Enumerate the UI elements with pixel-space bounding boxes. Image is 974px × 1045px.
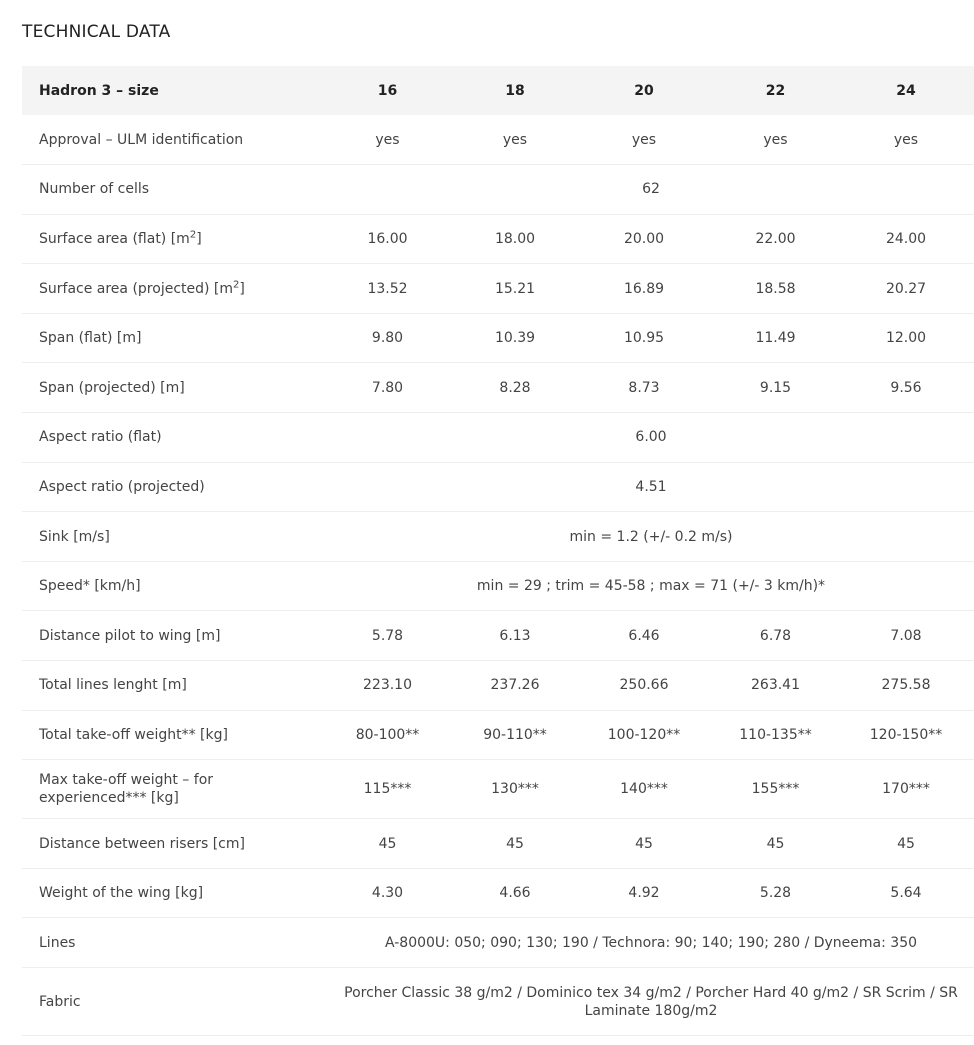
cell-value: 6.46 <box>575 611 713 661</box>
cell-value: 9.80 <box>320 313 455 363</box>
cell-value: 45 <box>838 819 974 869</box>
table-row <box>22 512 974 562</box>
header-size: 22 <box>765 82 786 99</box>
row-label: Surface area (flat) $[m^2]$ <box>22 214 320 264</box>
cell-value: 250.66 <box>575 661 713 711</box>
cell-value: 15.21 <box>455 264 575 314</box>
cell-value: 4.66 <box>455 868 575 918</box>
cell-value: 263.41 <box>713 661 838 711</box>
cell-value-span: A-8000U: 050; 090; 130; 190 / Technora: 90; 140; 190; 280 / Dyneema: 350 <box>320 918 974 968</box>
table-row <box>22 363 974 413</box>
cell-value: 10.95 <box>575 313 713 363</box>
cell-value: 275.58 <box>838 661 974 711</box>
cell-value: 13.52 <box>320 264 455 314</box>
cell-value: yes <box>838 115 974 165</box>
cell-value: 9.15 <box>713 363 838 413</box>
row-label: Weight of the wing [kg] <box>22 868 320 918</box>
row-label: Max take-off weight – for experienced*** [kg] <box>22 760 320 819</box>
table-row <box>22 661 974 711</box>
cell-value: 5.78 <box>320 611 455 661</box>
cell-value: 5.28 <box>713 868 838 918</box>
cell-value: 140*** <box>575 760 713 819</box>
table-row <box>22 413 974 463</box>
row-label: Distance pilot to wing [m] <box>22 611 320 661</box>
cell-value: 7.08 <box>838 611 974 661</box>
cell-value: 6.13 <box>455 611 575 661</box>
cell-value: 45 <box>575 819 713 869</box>
row-label: Approval – ULM identification <box>22 115 320 165</box>
row-label: Span (projected) [m] <box>22 363 320 413</box>
row-label: Distance between risers [cm] <box>22 819 320 869</box>
cell-value: 18.58 <box>713 264 838 314</box>
row-label: Number of cells <box>22 165 320 215</box>
table-row <box>22 214 974 264</box>
cell-value: 20.00 <box>575 214 713 264</box>
row-label: Speed* [km/h] <box>22 561 320 611</box>
table-row <box>22 462 974 512</box>
cell-value: 100-120** <box>575 710 713 760</box>
cell-value-span: 62 <box>320 165 974 215</box>
row-label: Total lines lenght [m] <box>22 661 320 711</box>
cell-value-span: 6.00 <box>320 413 974 463</box>
cell-value: 20.27 <box>838 264 974 314</box>
table-row <box>22 611 974 661</box>
row-label: Lines <box>22 918 320 968</box>
cell-value: 45 <box>455 819 575 869</box>
cell-value: 45 <box>320 819 455 869</box>
page-title: TECHNICAL DATA <box>22 22 171 42</box>
cell-value: 16.00 <box>320 214 455 264</box>
cell-value: 11.49 <box>713 313 838 363</box>
row-label: Total take-off weight** [kg] <box>22 710 320 760</box>
cell-value: 4.92 <box>575 868 713 918</box>
cell-value: 7.80 <box>320 363 455 413</box>
cell-value: 80-100** <box>320 710 455 760</box>
cell-value: yes <box>575 115 713 165</box>
cell-value: 10.39 <box>455 313 575 363</box>
cell-value: 45 <box>713 819 838 869</box>
cell-value: 18.00 <box>455 214 575 264</box>
row-label: Fabric <box>22 968 320 1036</box>
cell-value: 110-135** <box>713 710 838 760</box>
cell-value: 22.00 <box>713 214 838 264</box>
header-size: 24 <box>896 82 916 99</box>
cell-value: 4.30 <box>320 868 455 918</box>
cell-value: 237.26 <box>455 661 575 711</box>
header-size: 20 <box>634 82 654 99</box>
cell-value: 223.10 <box>320 661 455 711</box>
table-row <box>22 710 974 760</box>
cell-value: 8.28 <box>455 363 575 413</box>
header-label: Hadron 3 – size <box>39 82 159 99</box>
row-label: Aspect ratio (flat) <box>22 413 320 463</box>
table-row <box>22 165 974 215</box>
technical-data-table <box>22 66 974 1036</box>
cell-value: 155*** <box>713 760 838 819</box>
table-row <box>22 115 974 165</box>
cell-value: 130*** <box>455 760 575 819</box>
row-label: Span (flat) [m] <box>22 313 320 363</box>
table-row <box>22 918 974 968</box>
table-row <box>22 868 974 918</box>
cell-value: yes <box>455 115 575 165</box>
cell-value: 9.56 <box>838 363 974 413</box>
cell-value: yes <box>320 115 455 165</box>
cell-value: 24.00 <box>838 214 974 264</box>
cell-value-span: min = 1.2 (+/- 0.2 m/s) <box>320 512 974 562</box>
cell-value-span: 4.51 <box>320 462 974 512</box>
header-size: 16 <box>377 82 398 99</box>
table-row <box>22 760 974 819</box>
cell-value-span: Porcher Classic 38 g/m2 / Dominico tex 34 g/m2 / Porcher Hard 40 g/m2 / SR Scrim / SR Laminate 180g/m2 <box>320 968 974 1036</box>
cell-value: 5.64 <box>838 868 974 918</box>
cell-value: 8.73 <box>575 363 713 413</box>
table-header-row <box>22 66 974 115</box>
cell-value: 6.78 <box>713 611 838 661</box>
cell-value: 16.89 <box>575 264 713 314</box>
row-label: Aspect ratio (projected) <box>22 462 320 512</box>
cell-value: 90-110** <box>455 710 575 760</box>
cell-value: yes <box>713 115 838 165</box>
row-label: Surface area (projected) $[m^2]$ <box>22 264 320 314</box>
cell-value: 115*** <box>320 760 455 819</box>
cell-value: 120-150** <box>838 710 974 760</box>
cell-value: 170*** <box>838 760 974 819</box>
row-label: Sink [m/s] <box>22 512 320 562</box>
table-row <box>22 968 974 1036</box>
cell-value-span: min = 29 ; trim = 45-58 ; max = 71 (+/- 3 km/h)* <box>320 561 974 611</box>
header-size: 18 <box>505 82 525 99</box>
table-row <box>22 561 974 611</box>
table-row <box>22 264 974 314</box>
table-row <box>22 819 974 869</box>
cell-value: 12.00 <box>838 313 974 363</box>
table-row <box>22 313 974 363</box>
